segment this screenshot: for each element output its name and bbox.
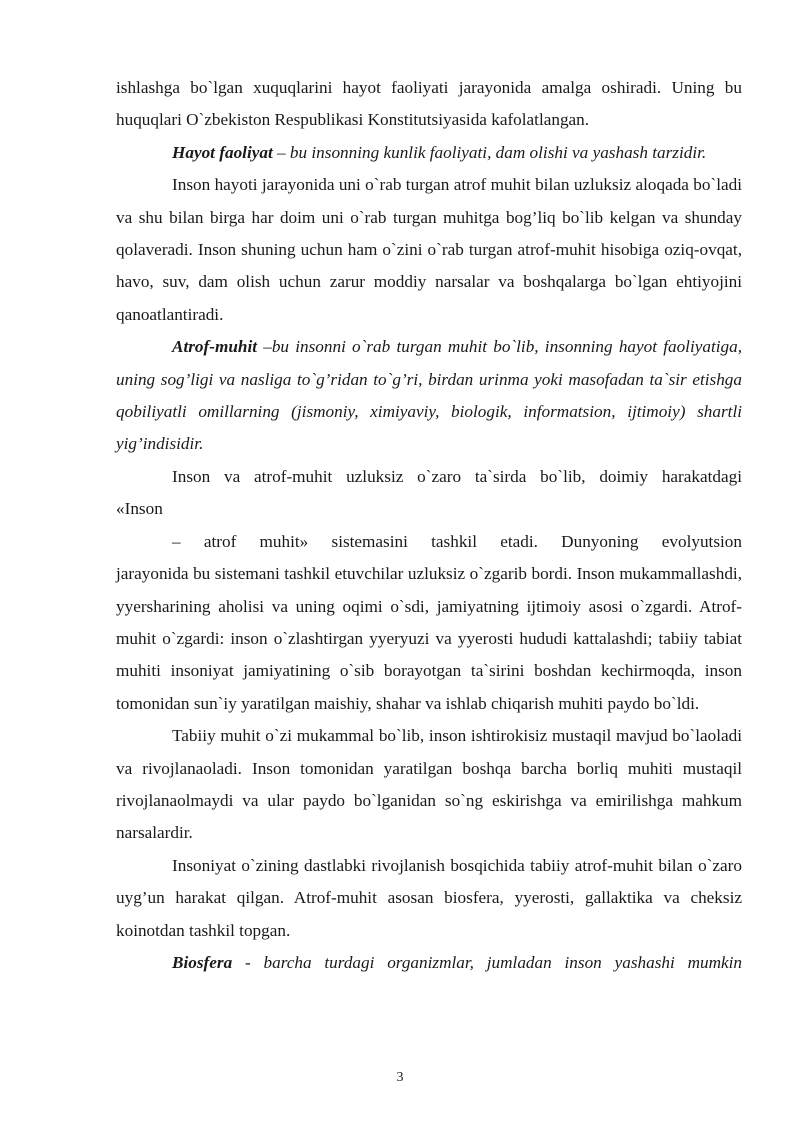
definition-text: - barcha turdagi organizmlar, jumladan inson yashashi mumkin [232, 952, 742, 972]
paragraph-inson-atrof-rest: jarayonida bu sistemani tashkil etuvchilar uzluksiz o`zgarib bordi. Inson mukammallashdi, yyersharining aholisi va uning oqimi o`sdi, jamiyatning ijtimoiy asosi o`zgardi. Atrof-muhit o`zgardi: inson o`zlashtirgan yyeryuzi va yyerosti hududi kattalashdi; tabiiy tabiat muhiti insoniyat jamiyatining o`sib borayotgan ta`sirini boshdan kechirmoqda, inson tomonidan sun`iy yaratilgan maishiy, shahar va ishlab chiqarish muhiti paydo bo`ldi. [116, 564, 742, 713]
definition-hayot-faoliyat [116, 137, 742, 169]
paragraph-inson-atrof-line3: – atrof muhit» sistemasini tashkil etadi. Dunyoning evolyutsion [172, 531, 742, 551]
paragraph-tabiiy-muhit: Tabiiy muhit o`zi mukammal bo`lib, inson ishtirokisiz mustaqil mavjud bo`laoladi va rivojlanaoladi. Inson tomonidan yaratilgan boshqa barcha borliq muhiti mustaqil rivojlanaolmaydi va ular paydo bo`lganidan so`ng eskirishga va emirilishga mahkum narsalardir. [116, 726, 742, 843]
definition-biosfera [116, 947, 742, 979]
paragraph-rights: ishlashga bo`lgan xuquqlarini hayot faoliyati jarayonida amalga oshiradi. Uning bu huquqlari O`zbekiston Respublikasi Konstitutsiyasida kafolatlangan. [116, 78, 742, 130]
definition-term: Biosfera [172, 952, 233, 972]
definition-term: Hayot faoliyat [172, 142, 273, 162]
paragraph-insoniyat: Insoniyat o`zining dastlabki rivojlanish bosqichida tabiiy atrof-muhit bilan o`zaro uyg’un harakat qilgan. Atrof-muhit asosan biosfera, yyerosti, gallaktika va cheksiz koinotdan tashkil topgan. [116, 855, 742, 940]
page-number: 3 [396, 1070, 404, 1085]
paragraph-inson-atrof-line1: Inson va atrof-muhit uzluksiz o`zaro ta`sirda bo`lib, doimiy harakatdagi [172, 466, 742, 486]
definition-text: –bu insonni o`rab turgan muhit bo`lib, insonning hayot faoliyatiga, uning sog’ligi va nasliga to`g’ridan to`g’ri, birdan urinma yoki masofadan ta`sir etishga qobiliyatli omillarning (jismoniy, ximiyaviy, biologik, informatsion, ijtimoiy) shartli yig’indisidir. [116, 337, 742, 454]
definition-atrof-muhit [116, 331, 742, 461]
paragraph-inson-atrof-line2: «Inson [116, 499, 163, 519]
paragraph-inson-hayoti: Inson hayoti jarayonida uni o`rab turgan atrof muhit bilan uzluksiz aloqada bo`ladi va shu bilan birga har doim uni o`rab turgan muhitga bog’liq bo`lib kelgan va shunday qolaveradi. Inson shuning uchun ham o`zini o`rab turgan atrof-muhit hisobiga oziq-ovqat, havo, suv, dam olish uchun zarur moddiy narsalar va boshqalarga bo`lgan ehtiyojini qanoatlantiradi. [116, 175, 742, 324]
definition-term: Atrof-muhit [172, 337, 258, 357]
definition-text: – bu insonning kunlik faoliyati, dam olishi va yashash tarzidir. [272, 142, 707, 162]
document-body [116, 72, 742, 979]
